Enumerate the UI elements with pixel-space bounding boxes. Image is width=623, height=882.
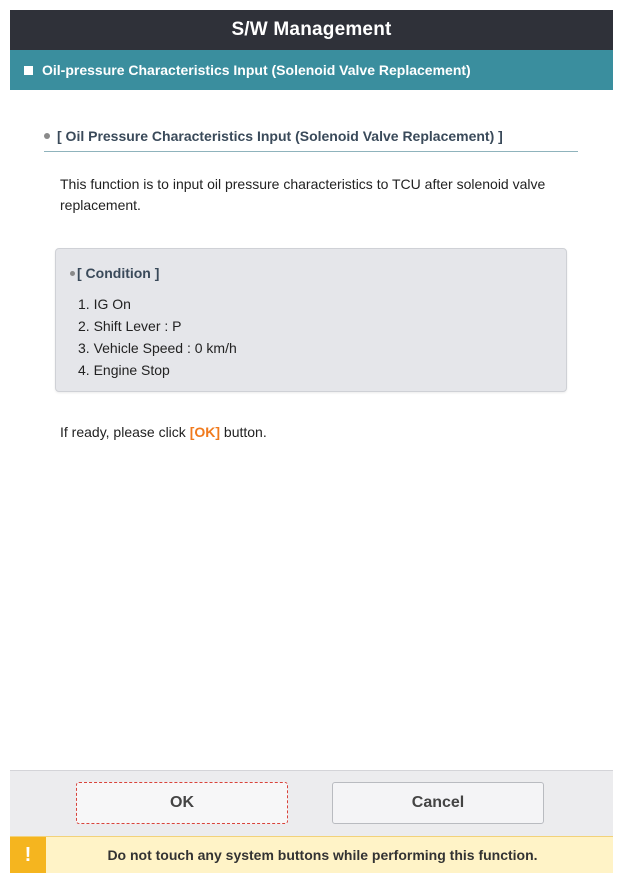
button-bar — [10, 770, 613, 837]
condition-list — [78, 293, 237, 381]
function-subheader — [10, 50, 613, 90]
condition-item: 1. IG On — [78, 296, 131, 312]
ready-suffix: button. — [220, 424, 267, 440]
section-heading — [44, 128, 578, 152]
ok-button[interactable]: OK — [76, 782, 288, 824]
condition-item: 4. Engine Stop — [78, 362, 170, 378]
condition-box — [55, 248, 567, 392]
condition-item: 3. Vehicle Speed : 0 km/h — [78, 340, 237, 356]
section-title: [ Oil Pressure Characteristics Input (Solenoid Valve Replacement) ] — [57, 128, 503, 144]
warning-banner — [10, 836, 613, 873]
condition-title: [ Condition ] — [77, 265, 160, 281]
warning-icon: ! — [10, 837, 46, 873]
dot-bullet-icon — [70, 271, 75, 276]
dot-bullet-icon — [44, 133, 50, 139]
ready-instruction — [60, 424, 267, 440]
ready-prefix: If ready, please click — [60, 424, 190, 440]
subheader-label: Oil-pressure Characteristics Input (Solenoid Valve Replacement) — [42, 62, 471, 78]
condition-item: 2. Shift Lever : P — [78, 318, 182, 334]
cancel-button[interactable]: Cancel — [332, 782, 544, 824]
ok-highlight: [OK] — [189, 424, 221, 440]
condition-heading — [70, 265, 159, 281]
function-description: This function is to input oil pressure characteristics to TCU after solenoid valve replacement. — [60, 176, 546, 213]
square-bullet-icon — [24, 66, 33, 75]
dialog-window — [10, 10, 613, 872]
warning-text: Do not touch any system buttons while performing this function. — [107, 847, 538, 863]
window-title: S/W Management — [10, 10, 613, 50]
